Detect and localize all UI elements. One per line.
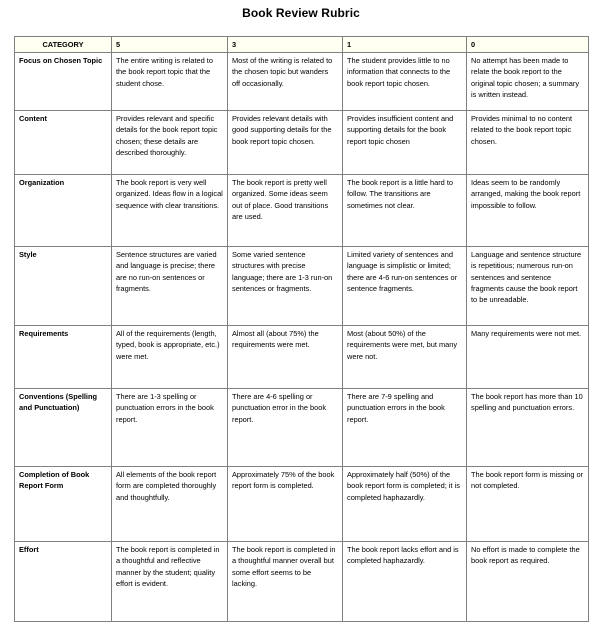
- table-row: [15, 467, 589, 542]
- criterion-score-1-cell: Limited variety of sentences and language is simplistic or limited; there are 4-6 run-on sentences or sentence fragments.: [343, 247, 467, 326]
- criterion-score-1-cell: Provides insufficient content and supporting details for the book report topic chosen: [343, 111, 467, 175]
- criterion-score-1-cell: Most (about 50%) of the requirements were met, but many were not.: [343, 326, 467, 389]
- criterion-score-5-cell: There are 1-3 spelling or punctuation errors in the book report.: [112, 389, 228, 467]
- criterion-name-cell: Focus on Chosen Topic: [15, 53, 112, 111]
- criterion-score-3-cell: There are 4-6 spelling or punctuation error in the book report.: [228, 389, 343, 467]
- column-header-score-5: 5: [112, 37, 228, 53]
- criterion-score-1-cell: Approximately half (50%) of the book report form is completed; it is completed haphazardly.: [343, 467, 467, 542]
- column-header-score-1: 1: [343, 37, 467, 53]
- criterion-name-cell: Completion of Book Report Form: [15, 467, 112, 542]
- table-row: [15, 247, 589, 326]
- criterion-score-3-cell: Almost all (about 75%) the requirements were met.: [228, 326, 343, 389]
- criterion-score-3-cell: Provides relevant details with good supporting details for the book report topic chosen.: [228, 111, 343, 175]
- criterion-score-1-cell: There are 7-9 spelling and punctuation errors in the book report.: [343, 389, 467, 467]
- criterion-score-3-cell: The book report is completed in a thoughtful manner overall but some effort seems to be lacking.: [228, 542, 343, 622]
- criterion-name-cell: Content: [15, 111, 112, 175]
- criterion-score-0-cell: No effort is made to complete the book report as required.: [467, 542, 589, 622]
- criterion-name-cell: Organization: [15, 175, 112, 247]
- table-row: [15, 111, 589, 175]
- criterion-name-cell: Requirements: [15, 326, 112, 389]
- criterion-score-3-cell: Most of the writing is related to the chosen topic but wanders off occasionally.: [228, 53, 343, 111]
- criterion-score-5-cell: The book report is very well organized. Ideas flow in a logical sequence with clear transitions.: [112, 175, 228, 247]
- criterion-score-0-cell: The book report form is missing or not completed.: [467, 467, 589, 542]
- criterion-score-5-cell: The entire writing is related to the book report topic that the student chose.: [112, 53, 228, 111]
- criterion-score-5-cell: The book report is completed in a thoughtful and reflective manner by the student; quality effort is evident.: [112, 542, 228, 622]
- criterion-score-3-cell: The book report is pretty well organized. Some ideas seem out of place. Good transitions are used.: [228, 175, 343, 247]
- criterion-name-cell: Style: [15, 247, 112, 326]
- criterion-score-0-cell: Provides minimal to no content related to the book report topic chosen.: [467, 111, 589, 175]
- table-row: [15, 175, 589, 247]
- table-body: [15, 53, 589, 622]
- criterion-score-5-cell: Provides relevant and specific details for the book report topic chosen; these details are described thoroughly.: [112, 111, 228, 175]
- criterion-score-0-cell: Language and sentence structure is repetitious; numerous run-on sentences and sentence fragments cause the book report to be unreadable.: [467, 247, 589, 326]
- criterion-score-3-cell: Approximately 75% of the book report form is completed.: [228, 467, 343, 542]
- criterion-score-0-cell: Many requirements were not met.: [467, 326, 589, 389]
- criterion-score-5-cell: All elements of the book report form are completed thoroughly and thoughtfully.: [112, 467, 228, 542]
- header-row: [15, 37, 589, 53]
- criterion-score-0-cell: Ideas seem to be randomly arranged, making the book report impossible to follow.: [467, 175, 589, 247]
- table-row: [15, 326, 589, 389]
- rubric-table: [14, 36, 589, 622]
- criterion-score-1-cell: The book report lacks effort and is completed haphazardly.: [343, 542, 467, 622]
- criterion-score-5-cell: All of the requirements (length, typed, book is appropriate, etc.) were met.: [112, 326, 228, 389]
- table-header: [15, 37, 589, 53]
- criterion-name-cell: Conventions (Spelling and Punctuation): [15, 389, 112, 467]
- criterion-score-0-cell: The book report has more than 10 spelling and punctuation errors.: [467, 389, 589, 467]
- criterion-score-0-cell: No attempt has been made to relate the book report to the original topic chosen; a summary is written instead.: [467, 53, 589, 111]
- criterion-score-1-cell: The book report is a little hard to follow. The transitions are sometimes not clear.: [343, 175, 467, 247]
- criterion-score-5-cell: Sentence structures are varied and language is precise; there are no run-on sentences or fragments.: [112, 247, 228, 326]
- rubric-table-container: [14, 36, 588, 622]
- column-header-score-0: 0: [467, 37, 589, 53]
- page-title: Book Review Rubric: [242, 6, 360, 20]
- table-row: [15, 389, 589, 467]
- table-row: [15, 53, 589, 111]
- column-header-score-3: 3: [228, 37, 343, 53]
- column-header-category: CATEGORY: [15, 37, 112, 53]
- criterion-score-3-cell: Some varied sentence structures with precise language; there are 1-3 run-on sentences or fragments.: [228, 247, 343, 326]
- criterion-name-cell: Effort: [15, 542, 112, 622]
- table-row: [15, 542, 589, 622]
- criterion-score-1-cell: The student provides little to no information that connects to the book report topic chosen.: [343, 53, 467, 111]
